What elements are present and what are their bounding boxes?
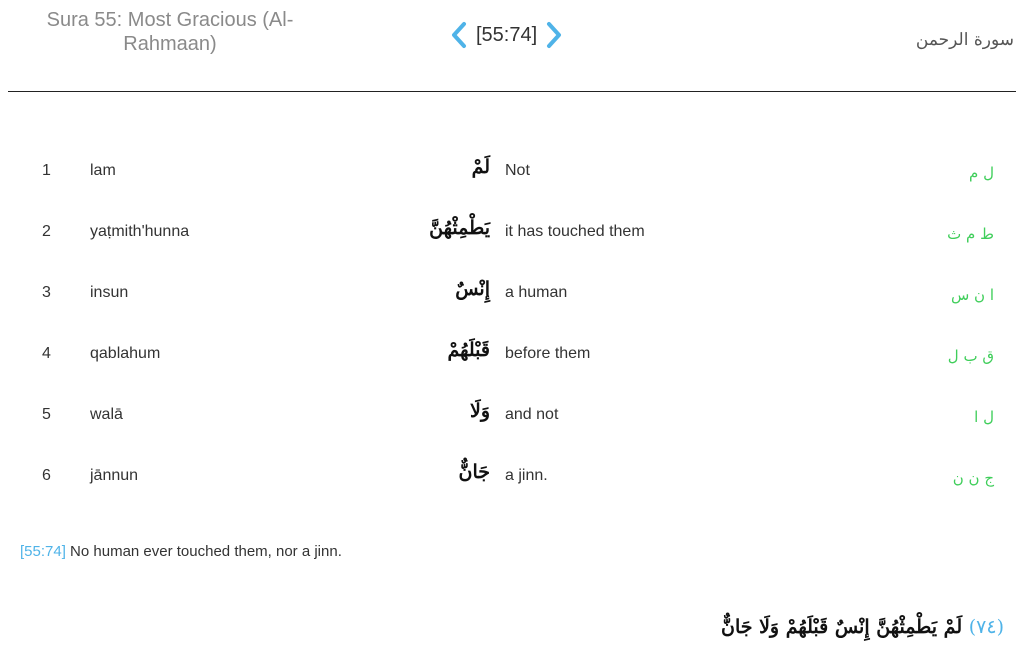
verse-arabic: لَمْ يَطْمِثْهُنَّ إِنْسٌ قَبْلَهُمْ وَلَا جَانٌّ [720, 616, 963, 638]
word-root[interactable]: ط م ث [947, 225, 994, 243]
word-row[interactable] [0, 447, 1024, 508]
header [0, 0, 1024, 92]
word-gloss: before them [505, 345, 591, 362]
word-transliteration: yaṭmith'hunna [90, 223, 190, 240]
word-gloss: a human [505, 284, 568, 301]
sura-title: Sura 55: Most Gracious (Al-Rahmaan) [46, 9, 294, 55]
word-row[interactable] [0, 325, 1024, 386]
word-number: 1 [42, 162, 51, 179]
word-arabic: إِنْسٌ [455, 278, 490, 300]
translation-verse-ref[interactable]: [55:74] [20, 543, 66, 560]
word-root[interactable]: ج ن ن [952, 469, 994, 487]
word-row[interactable] [0, 203, 1024, 264]
word-root[interactable]: ل م [969, 164, 994, 182]
word-gloss: Not [505, 162, 530, 179]
word-row[interactable] [0, 386, 1024, 447]
word-number: 2 [42, 223, 51, 240]
translation-text: No human ever touched them, nor a jinn. [70, 543, 342, 560]
word-transliteration: insun [90, 284, 129, 301]
word-number: 6 [42, 467, 51, 484]
word-arabic: قَبْلَهُمْ [447, 339, 490, 361]
word-row[interactable] [0, 142, 1024, 203]
word-root[interactable]: ل ا [974, 408, 994, 426]
word-number: 4 [42, 345, 51, 362]
word-by-word-list [0, 142, 1024, 508]
verse-number: (٧٤) [968, 616, 1004, 638]
word-number: 5 [42, 406, 51, 423]
word-transliteration: lam [90, 162, 116, 179]
word-transliteration: jānnun [90, 467, 139, 484]
word-transliteration: qablahum [90, 345, 161, 362]
verse-navigation [448, 20, 565, 50]
chevron-right-icon[interactable] [543, 20, 565, 50]
word-transliteration: walā [90, 406, 123, 423]
word-gloss: a jinn. [505, 467, 548, 484]
sura-arabic-title: سورة الرحمن [915, 30, 1014, 50]
word-arabic: لَمْ [471, 156, 490, 178]
verse-ref: [55:74] [476, 23, 538, 46]
verse-translation [20, 543, 342, 560]
word-gloss: and not [505, 406, 559, 423]
word-gloss: it has touched them [505, 223, 645, 240]
word-root[interactable]: ا ن س [950, 286, 994, 304]
word-arabic: يَطْمِثْهُنَّ [429, 217, 490, 239]
word-row[interactable] [0, 264, 1024, 325]
word-arabic: وَلَا [469, 400, 490, 422]
word-number: 3 [42, 284, 51, 301]
word-root[interactable]: ق ب ل [947, 347, 994, 365]
chevron-left-icon[interactable] [448, 20, 470, 50]
header-divider [8, 91, 1016, 92]
verse-arabic-text [721, 616, 1004, 638]
word-arabic: جَانٌّ [458, 461, 490, 483]
